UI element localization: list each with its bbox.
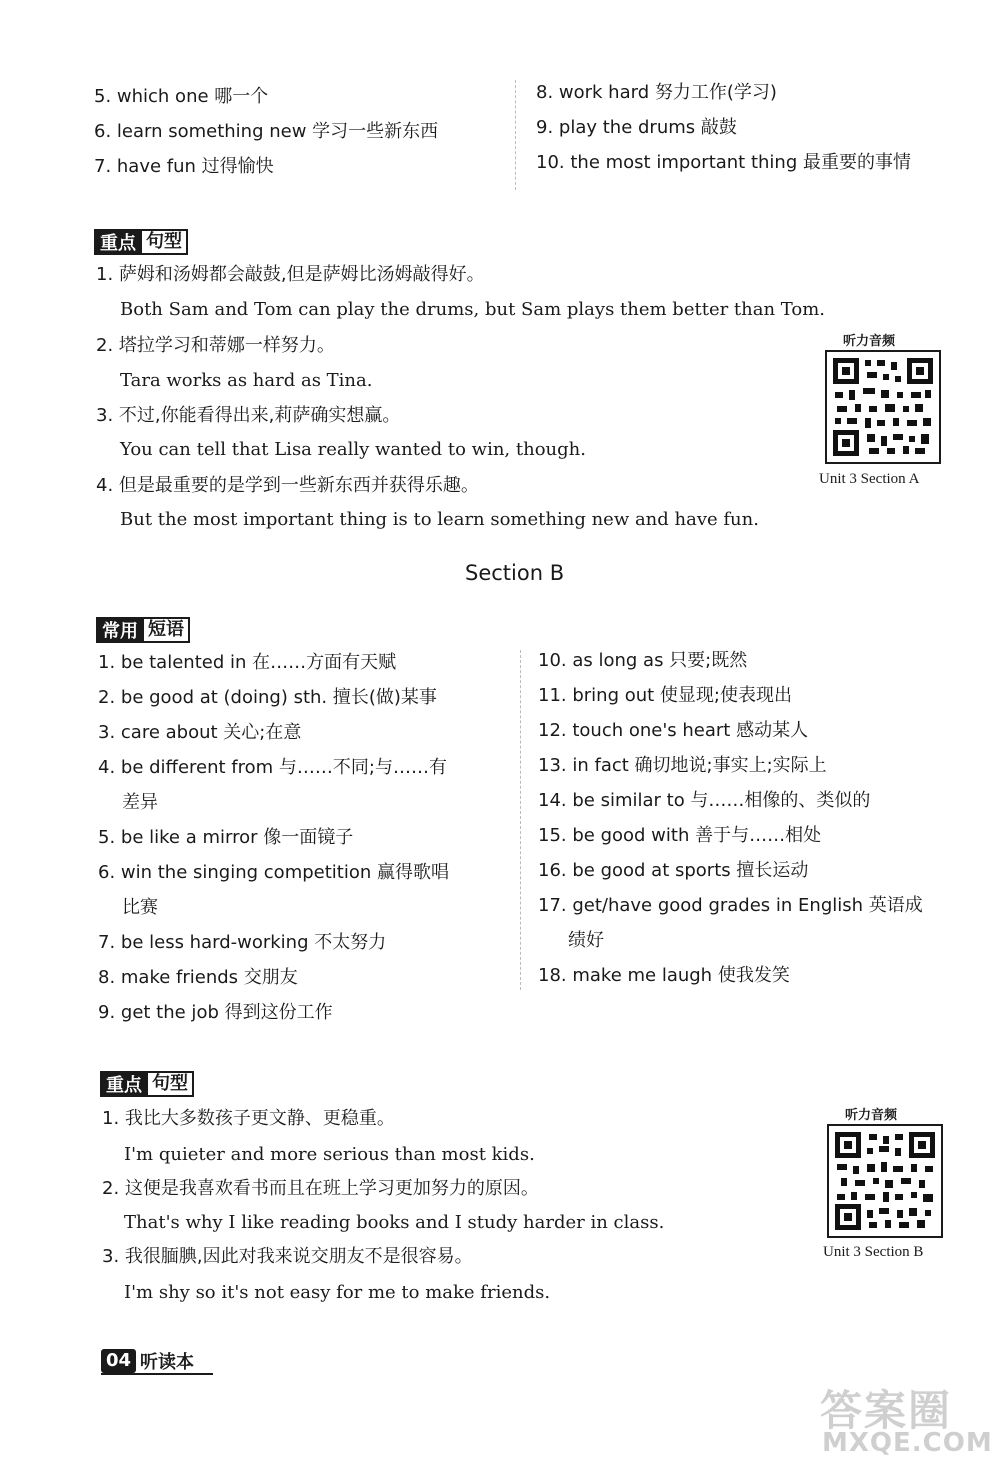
sentence-en: I'm quieter and more serious than most kids. <box>124 1144 535 1165</box>
sentence-cn: 4. 但是最重要的是学到一些新东西并获得乐趣。 <box>96 475 479 496</box>
phrase-item: 2. be good at (doing) sth. 擅长(做)某事 <box>98 687 437 708</box>
column-divider <box>520 650 521 990</box>
key-sentences-badge <box>94 229 188 255</box>
badge-part2: 句型 <box>142 229 188 255</box>
badge-part1: 重点 <box>94 229 142 255</box>
phrase-item-cont: 比赛 <box>122 897 158 918</box>
section-title: Section B <box>465 561 565 585</box>
phrase-item: 8. make friends 交朋友 <box>98 967 298 988</box>
phrase-item: 6. learn something new 学习一些新东西 <box>94 121 439 142</box>
sentence-en: I'm shy so it's not easy for me to make friends. <box>124 1282 551 1303</box>
phrase-item: 12. touch one's heart 感动某人 <box>538 720 809 741</box>
phrase-item: 16. be good at sports 擅长运动 <box>538 860 809 881</box>
phrase-item: 9. play the drums 敲鼓 <box>536 117 737 138</box>
phrase-item: 17. get/have good grades in English 英语成 <box>538 895 923 916</box>
phrase-item: 4. be different from 与……不同;与……有 <box>98 757 447 778</box>
watermark-logo: 答案圈 <box>820 1386 953 1435</box>
phrase-item: 15. be good with 善于与……相处 <box>538 825 822 846</box>
column-divider <box>515 80 516 190</box>
sentence-cn: 1. 我比大多数孩子更文静、更稳重。 <box>102 1108 395 1129</box>
badge-part2: 短语 <box>144 617 190 643</box>
badge-part1: 重点 <box>100 1071 148 1097</box>
sentence-en: But the most important thing is to learn something new and have fun. <box>120 509 759 530</box>
phrase-item: 14. be similar to 与……相像的、类似的 <box>538 790 871 811</box>
phrase-item-cont: 差异 <box>122 792 158 813</box>
qr-caption: Unit 3 Section B <box>823 1244 924 1260</box>
phrase-item: 10. as long as 只要;既然 <box>538 650 748 671</box>
common-phrases-badge <box>96 617 190 643</box>
qr-caption: Unit 3 Section A <box>819 471 920 487</box>
badge-part2: 句型 <box>148 1071 194 1097</box>
sentence-cn: 2. 这便是我喜欢看书而且在班上学习更加努力的原因。 <box>102 1178 539 1199</box>
qr-heading: 听力音频 <box>843 334 896 349</box>
sentence-en: You can tell that Lisa really wanted to win, though. <box>120 439 586 460</box>
qr-code-icon[interactable] <box>827 1124 943 1238</box>
phrase-item: 7. be less hard-working 不太努力 <box>98 932 387 953</box>
phrase-item: 9. get the job 得到这份工作 <box>98 1002 333 1023</box>
sentence-cn: 2. 塔拉学习和蒂娜一样努力。 <box>96 335 335 356</box>
watermark-url: MXQE.COM <box>822 1428 993 1458</box>
sentence-en: Tara works as hard as Tina. <box>120 370 373 391</box>
phrase-item: 8. work hard 努力工作(学习) <box>536 82 777 103</box>
qr-code-icon[interactable] <box>825 350 941 464</box>
footer-rule <box>101 1373 213 1375</box>
qr-heading: 听力音频 <box>845 1108 898 1123</box>
badge-part1: 常用 <box>96 617 144 643</box>
phrase-item: 5. be like a mirror 像一面镜子 <box>98 827 354 848</box>
sentence-en: That's why I like reading books and I study harder in class. <box>124 1212 665 1233</box>
key-sentences-badge <box>100 1071 194 1097</box>
sentence-cn: 3. 不过,你能看得出来,莉萨确实想赢。 <box>96 405 401 426</box>
phrase-item: 5. which one 哪一个 <box>94 86 269 107</box>
sentence-cn: 3. 我很腼腆,因此对我来说交朋友不是很容易。 <box>102 1246 473 1267</box>
phrase-item: 3. care about 关心;在意 <box>98 722 302 743</box>
phrase-item: 7. have fun 过得愉快 <box>94 156 274 177</box>
page-number: 04 <box>101 1349 136 1373</box>
phrase-item: 1. be talented in 在……方面有天赋 <box>98 652 397 673</box>
footer-label: 听读本 <box>140 1352 194 1373</box>
phrase-item: 18. make me laugh 使我发笑 <box>538 965 790 986</box>
sentence-cn: 1. 萨姆和汤姆都会敲鼓,但是萨姆比汤姆敲得好。 <box>96 264 485 285</box>
phrase-item: 13. in fact 确切地说;事实上;实际上 <box>538 755 827 776</box>
phrase-item-cont: 绩好 <box>568 930 604 951</box>
phrase-item: 6. win the singing competition 赢得歌唱 <box>98 862 449 883</box>
phrase-item: 10. the most important thing 最重要的事情 <box>536 152 911 173</box>
sentence-en: Both Sam and Tom can play the drums, but Sam plays them better than Tom. <box>120 299 826 320</box>
phrase-item: 11. bring out 使显现;使表现出 <box>538 685 792 706</box>
